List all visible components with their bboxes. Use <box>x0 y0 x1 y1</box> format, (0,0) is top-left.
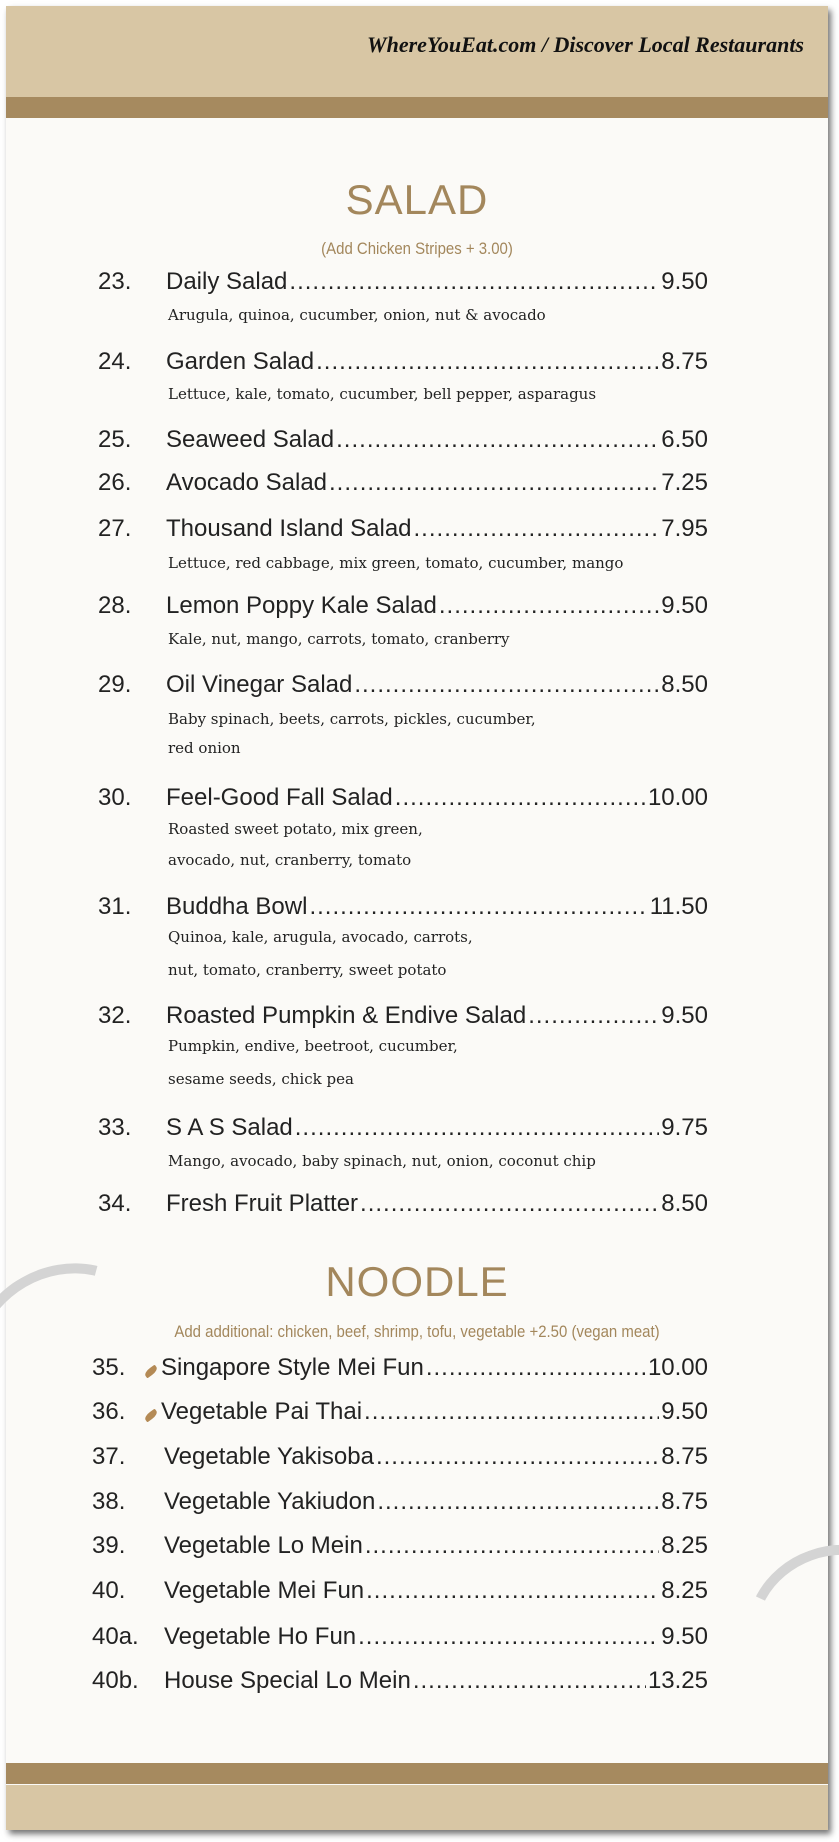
menu-item-row <box>98 671 708 701</box>
dot-leader <box>426 1354 646 1382</box>
item-number: 37. <box>92 1443 126 1470</box>
item-price: 8.50 <box>661 1190 708 1217</box>
item-price: 8.50 <box>661 671 708 698</box>
salad-note: (Add Chicken Stripes + 3.00) <box>321 239 513 258</box>
menu-item-row <box>98 268 708 298</box>
item-name: Vegetable Ho Fun <box>164 1623 357 1650</box>
menu-item-row <box>92 1532 708 1562</box>
item-price: 7.25 <box>661 469 708 496</box>
menu-item-row <box>98 893 708 923</box>
item-number: 28. <box>98 592 132 619</box>
item-description: Baby spinach, beets, carrots, pickles, cucumber, <box>168 710 536 728</box>
footer-band <box>6 1785 828 1830</box>
item-name: Seaweed Salad <box>166 426 335 453</box>
item-number: 33. <box>98 1114 132 1141</box>
item-number: 27. <box>98 515 132 542</box>
menu-item-row <box>98 784 708 814</box>
menu-item-row <box>98 469 708 499</box>
dot-leader <box>376 1443 659 1471</box>
decorative-swirl <box>724 1520 839 1732</box>
item-number: 26. <box>98 469 132 496</box>
item-price: 9.50 <box>661 1623 708 1650</box>
item-name: Daily Salad <box>166 268 288 295</box>
dot-leader <box>365 1532 659 1560</box>
item-price: 9.75 <box>661 1114 708 1141</box>
item-description: sesame seeds, chick pea <box>168 1070 354 1088</box>
item-name: Vegetable Mei Fun <box>164 1577 365 1604</box>
noodle-heading: NOODLE <box>325 1258 509 1305</box>
item-name: Vegetable Lo Mein <box>164 1532 363 1559</box>
dot-leader <box>413 1667 646 1695</box>
item-number: 40b. <box>92 1667 139 1694</box>
item-number: 29. <box>98 671 132 698</box>
item-description: Arugula, quinoa, cucumber, onion, nut & avocado <box>168 306 546 324</box>
header-stripe <box>6 97 828 118</box>
dot-leader <box>295 1114 660 1142</box>
dot-leader <box>329 469 659 497</box>
item-number: 25. <box>98 426 132 453</box>
item-number: 30. <box>98 784 132 811</box>
dot-leader <box>528 1002 659 1030</box>
dot-leader <box>439 592 659 620</box>
menu-item-row <box>98 348 708 378</box>
item-description: red onion <box>168 739 241 757</box>
item-price: 8.75 <box>661 1443 708 1470</box>
dot-leader <box>358 1623 659 1651</box>
item-price: 13.25 <box>647 1667 708 1694</box>
dot-leader <box>377 1488 659 1516</box>
menu-item-row <box>98 1002 708 1032</box>
site-title[interactable]: WhereYouEat.com / Discover Local Restaurants <box>367 32 804 57</box>
item-price: 9.50 <box>661 1002 708 1029</box>
item-description: Lettuce, red cabbage, mix green, tomato, cucumber, mango <box>168 554 624 572</box>
item-name: S A S Salad <box>166 1114 293 1141</box>
item-number: 36. <box>92 1398 126 1425</box>
item-number: 38. <box>92 1488 126 1515</box>
item-description: avocado, nut, cranberry, tomato <box>168 851 412 869</box>
dot-leader <box>336 426 659 454</box>
item-price: 10.00 <box>647 784 708 811</box>
noodle-note: Add additional: chicken, beef, shrimp, tofu, vegetable +2.50 (vegan meat) <box>174 1322 660 1341</box>
item-name: Vegetable Yakisoba <box>164 1443 374 1470</box>
dot-leader <box>360 1190 659 1218</box>
menu-item-row <box>98 592 708 622</box>
item-description: Quinoa, kale, arugula, avocado, carrots, <box>168 928 473 946</box>
item-price: 8.75 <box>661 1488 708 1515</box>
menu-item-row <box>98 1190 708 1220</box>
item-description: nut, tomato, cranberry, sweet potato <box>168 961 447 979</box>
dot-leader <box>316 348 659 376</box>
item-price: 9.50 <box>661 1398 708 1425</box>
item-number: 39. <box>92 1532 126 1559</box>
item-number: 35. <box>92 1354 126 1381</box>
menu-item-row <box>98 426 708 456</box>
item-description: Mango, avocado, baby spinach, nut, onion, coconut chip <box>168 1152 596 1170</box>
item-name: Vegetable Yakiudon <box>164 1488 376 1515</box>
item-price: 9.50 <box>661 268 708 295</box>
dot-leader <box>309 893 647 921</box>
item-number: 24. <box>98 348 132 375</box>
item-name: Vegetable Pai Thai <box>161 1398 363 1425</box>
item-description: Roasted sweet potato, mix green, <box>168 820 423 838</box>
menu-item-row <box>98 515 708 545</box>
item-price: 9.50 <box>661 592 708 619</box>
dot-leader <box>364 1398 659 1426</box>
menu-item-row <box>92 1667 708 1697</box>
dot-leader <box>366 1577 659 1605</box>
menu-item-row <box>92 1354 708 1384</box>
salad-heading: SALAD <box>345 176 489 223</box>
item-price: 6.50 <box>661 426 708 453</box>
item-name: Buddha Bowl <box>166 893 308 920</box>
item-name: Oil Vinegar Salad <box>166 671 353 698</box>
item-number: 31. <box>98 893 132 920</box>
item-number: 40. <box>92 1577 126 1604</box>
item-number: 23. <box>98 268 132 295</box>
item-price: 8.75 <box>661 348 708 375</box>
dot-leader <box>354 671 659 699</box>
item-price: 8.25 <box>661 1532 708 1559</box>
item-price: 7.95 <box>661 515 708 542</box>
dot-leader <box>414 515 660 543</box>
menu-item-row <box>92 1488 708 1518</box>
item-name: Garden Salad <box>166 348 315 375</box>
item-price: 8.25 <box>661 1577 708 1604</box>
menu-item-row <box>92 1398 708 1428</box>
item-description: Kale, nut, mango, carrots, tomato, cranberry <box>168 630 510 648</box>
item-number: 34. <box>98 1190 132 1217</box>
menu-page <box>6 6 828 1830</box>
item-name: Feel-Good Fall Salad <box>166 784 393 811</box>
menu-item-row <box>92 1443 708 1473</box>
item-number: 40a. <box>92 1623 139 1650</box>
item-name: Roasted Pumpkin & Endive Salad <box>166 1002 527 1029</box>
item-name: House Special Lo Mein <box>164 1667 411 1694</box>
dot-leader <box>289 268 659 296</box>
menu-item-row <box>92 1623 708 1653</box>
item-name: Singapore Style Mei Fun <box>161 1354 424 1381</box>
item-price: 11.50 <box>649 893 708 920</box>
item-name: Thousand Island Salad <box>166 515 412 542</box>
menu-item-row <box>98 1114 708 1144</box>
item-number: 32. <box>98 1002 132 1029</box>
footer-stripe <box>6 1763 828 1784</box>
item-description: Lettuce, kale, tomato, cucumber, bell pepper, asparagus <box>168 385 597 403</box>
menu-item-row <box>92 1577 708 1607</box>
item-description: Pumpkin, endive, beetroot, cucumber, <box>168 1037 458 1055</box>
item-name: Fresh Fruit Platter <box>166 1190 359 1217</box>
item-price: 10.00 <box>647 1354 708 1381</box>
item-name: Lemon Poppy Kale Salad <box>166 592 437 619</box>
dot-leader <box>395 784 646 812</box>
item-name: Avocado Salad <box>166 469 328 496</box>
